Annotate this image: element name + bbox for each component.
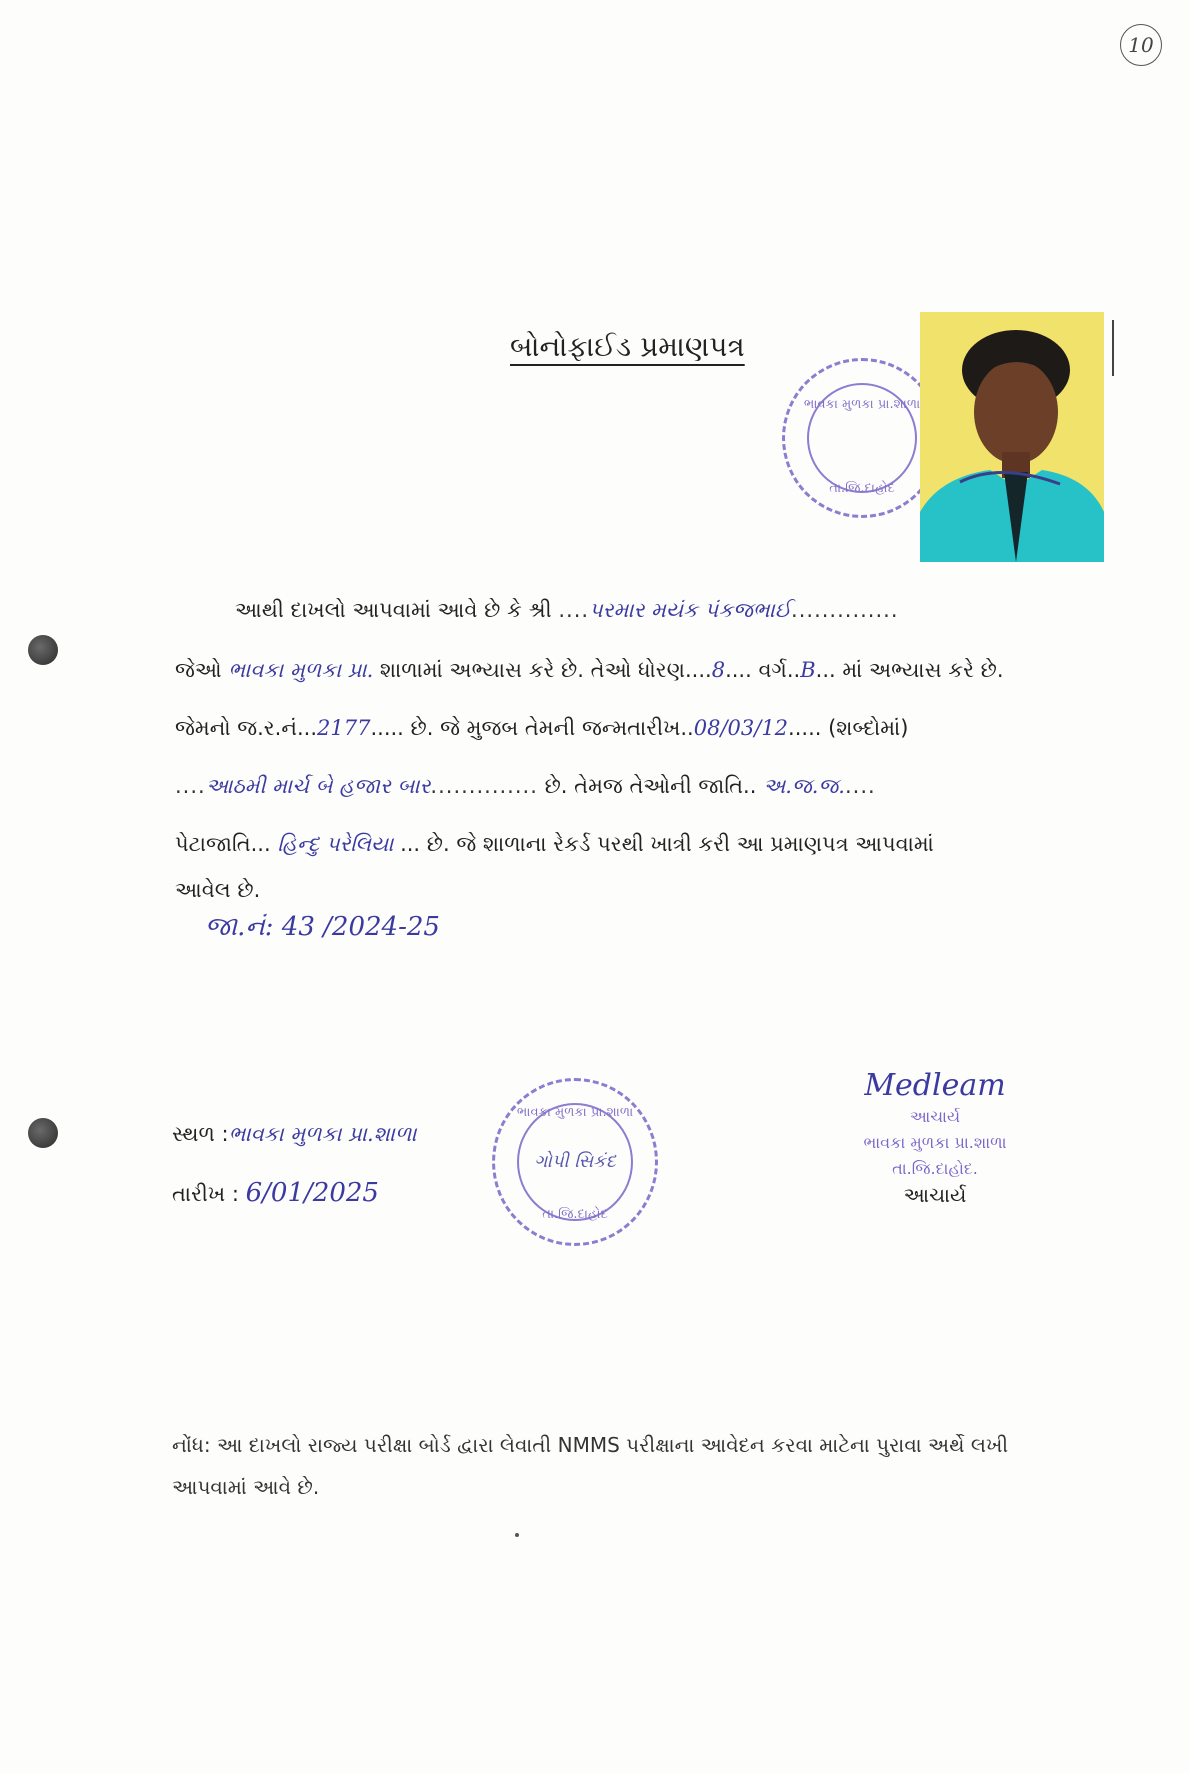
place-value: ભાવકા મુળકા પ્રા.શાળા	[228, 1122, 417, 1146]
footnote-line-2: આપવામાં આવે છે.	[172, 1475, 320, 1499]
body-line-4	[175, 774, 1135, 799]
stamp-text-bottom: તા.જિ.દાહોદ	[829, 481, 895, 496]
certificate-title: બોનોફાઈડ પ્રમાણપત્ર	[510, 330, 745, 363]
body-line-2	[175, 658, 1135, 683]
school-stamp-top	[782, 358, 942, 518]
line3-b: ..... છે. જે મુજબ તેમની જન્મતારીખ..	[370, 716, 694, 740]
stray-dot	[515, 1533, 519, 1537]
caste: અ.જ.જ.	[763, 774, 845, 798]
footnote-line-1: નોંધ: આ દાખલો રાજ્ય પરીક્ષા બોર્ડ દ્વારા લેવાતી NMMS પરીક્ષાના આવેદન કરવા માટેના પુરાવા અર્થે લખી	[172, 1433, 1009, 1457]
body-line-3	[175, 716, 1135, 741]
birth-date-words: આઠમી માર્ચ બે હજાર બાર	[205, 774, 431, 798]
outward-number: જા.નં: 43 /2024-25	[205, 912, 440, 942]
body-line-6	[175, 878, 1135, 903]
place-label: સ્થળ :	[172, 1122, 229, 1146]
dots: ....	[844, 774, 876, 798]
birth-date: 08/03/12	[693, 716, 789, 740]
page-number: 10	[1120, 24, 1162, 66]
punch-hole-bottom	[28, 1118, 58, 1148]
margin-line	[1112, 320, 1114, 376]
line2-d: ... માં અભ્યાસ કરે છે.	[815, 658, 1004, 682]
line5-b: ... છે. જે શાળાના રેકર્ડ પરથી ખાત્રી કરી આ પ્રમાણપત્ર આપવામાં	[393, 832, 934, 856]
date-label: તારીખ :	[172, 1182, 246, 1206]
stamp-text-top: ભાવકા મુળકા પ્રા.શાળા	[803, 397, 921, 412]
principal-signature-block	[820, 1068, 1050, 1207]
line3-a: જેમનો જ.ર.નં...	[175, 716, 318, 740]
standard: 8	[711, 658, 726, 682]
body-line-1	[235, 598, 1189, 623]
body-line-5	[175, 832, 1135, 857]
dots: ....	[558, 598, 590, 622]
line3-c: ..... (શબ્દોમાં)	[788, 716, 909, 740]
stamp-text-top: ભાવકા મુળકા પ્રા.શાળા	[516, 1105, 634, 1120]
line2-a: જેઓ	[175, 658, 229, 682]
date-value: 6/01/2025	[245, 1178, 379, 1208]
principal-signature: Medleam	[864, 1068, 1006, 1103]
dots: ....	[175, 774, 206, 798]
punch-hole-top	[28, 635, 58, 665]
gr-number: 2177	[317, 716, 371, 740]
signature-stamp-district: તા.જિ.દાહોદ.	[892, 1159, 978, 1178]
division: B	[800, 658, 816, 682]
student-photo-image	[920, 312, 1104, 562]
signature-stamp-school: ભાવકા મુળકા પ્રા.શાળા	[863, 1133, 1007, 1152]
dots: ..............	[791, 598, 899, 622]
line1-prefix: આથી દાખલો આપવામાં આવે છે કે શ્રી	[235, 598, 559, 622]
footnote	[172, 1424, 1072, 1508]
stamp-handwriting: ગોપી સિકંદ	[534, 1151, 616, 1172]
signature-stamp-title: આચાર્ય	[909, 1107, 961, 1126]
stamp-text-bottom: તા.જિ.દાહોદ	[542, 1207, 608, 1222]
line5-a: પેટાજાતિ...	[175, 832, 278, 856]
line4-a: છે. તેમજ તેઓની જાતિ..	[537, 774, 764, 798]
student-name: પરમાર મયંક પંકજભાઈ	[589, 598, 792, 622]
dots: ..............	[430, 774, 538, 798]
student-photo	[920, 312, 1104, 562]
line2-c: .... વર્ગ..	[725, 658, 801, 682]
school-stamp-bottom	[492, 1078, 658, 1246]
principal-label: આચાર્ય	[903, 1183, 967, 1207]
school-name: ભાવકા મુળકા પ્રા.	[228, 658, 374, 682]
line6: આવેલ છે.	[175, 878, 261, 902]
sub-caste: હિન્દુ પરેલિયા	[277, 832, 394, 856]
line2-b: શાળામાં અભ્યાસ કરે છે. તેઓ ધોરણ....	[373, 658, 712, 682]
